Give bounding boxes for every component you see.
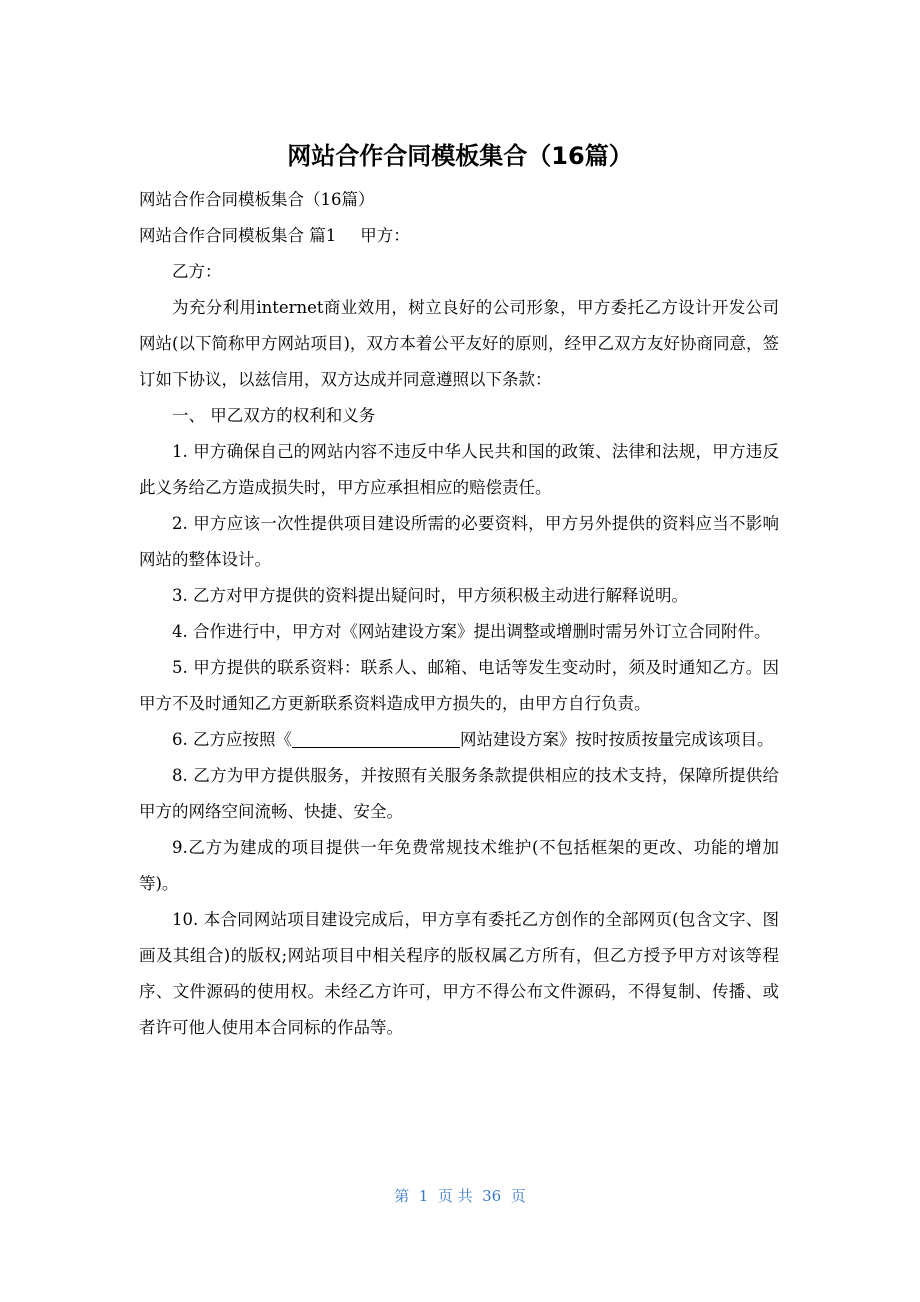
clause-8: 8. 乙方为甲方提供服务，并按照有关服务条款提供相应的技术支持，保障所提供给甲方的网络空间流畅、快捷、安全。 [139, 766, 779, 821]
clause-6-suffix: 网站建设方案》按时按质按量完成该项目。 [460, 730, 774, 749]
document-subtitle: 网站合作合同模板集合（16篇） [139, 190, 375, 209]
fill-in-blank [292, 729, 460, 748]
section-heading: 网站合作合同模板集合 篇1 [139, 226, 337, 245]
section-heading-line [139, 218, 779, 254]
document-title: 网站合作合同模板集合（16篇） [287, 142, 633, 170]
article-heading: 一、 甲乙双方的权利和义务 [172, 406, 376, 425]
clause-10: 10. 本合同网站项目建设完成后，甲方享有委托乙方创作的全部网页(包含文字、图画及其组合)的版权;网站项目中相关程序的版权属乙方所有，但乙方授予甲方对该等程序、文件源码的使用权。未经乙方许可，甲方不得公布文件源码，不得复制、传播、或者许可他人使用本合同标的作品等。 [139, 910, 779, 1037]
clause-9: 9.乙方为建成的项目提供一年免费常规技术维护(不包括框架的更改、功能的增加等)。 [139, 838, 779, 893]
clause-2: 2. 甲方应该一次性提供项目建设所需的必要资料，甲方另外提供的资料应当不影响网站的整体设计。 [139, 514, 779, 569]
intro-paragraph: 为充分利用internet商业效用，树立良好的公司形象，甲方委托乙方设计开发公司网站(以下简称甲方网站项目)，双方本着公平友好的原则，经甲乙双方友好协商同意，签订如下协议，以兹信用，双方达成并同意遵照以下条款： [139, 298, 779, 389]
page-number-footer: 第 1 页 共 36 页 [394, 1187, 526, 1205]
party-a-label: 甲方： [360, 226, 410, 245]
document-body [139, 182, 779, 1046]
clause-6 [139, 722, 779, 758]
clause-5: 5. 甲方提供的联系资料：联系人、邮箱、电话等发生变动时，须及时通知乙方。因甲方不及时通知乙方更新联系资料造成甲方损失的，由甲方自行负责。 [139, 658, 779, 713]
party-b-label: 乙方： [172, 262, 222, 281]
clause-6-prefix: 6. 乙方应按照《 [172, 730, 292, 749]
clause-4: 4. 合作进行中，甲方对《网站建设方案》提出调整或增删时需另外订立合同附件。 [172, 622, 771, 641]
clause-3: 3. 乙方对甲方提供的资料提出疑问时，甲方须积极主动进行解释说明。 [172, 586, 688, 605]
clause-1: 1. 甲方确保自己的网站内容不违反中华人民共和国的政策、法律和法规，甲方违反此义务给乙方造成损失时，甲方应承担相应的赔偿责任。 [139, 442, 779, 497]
